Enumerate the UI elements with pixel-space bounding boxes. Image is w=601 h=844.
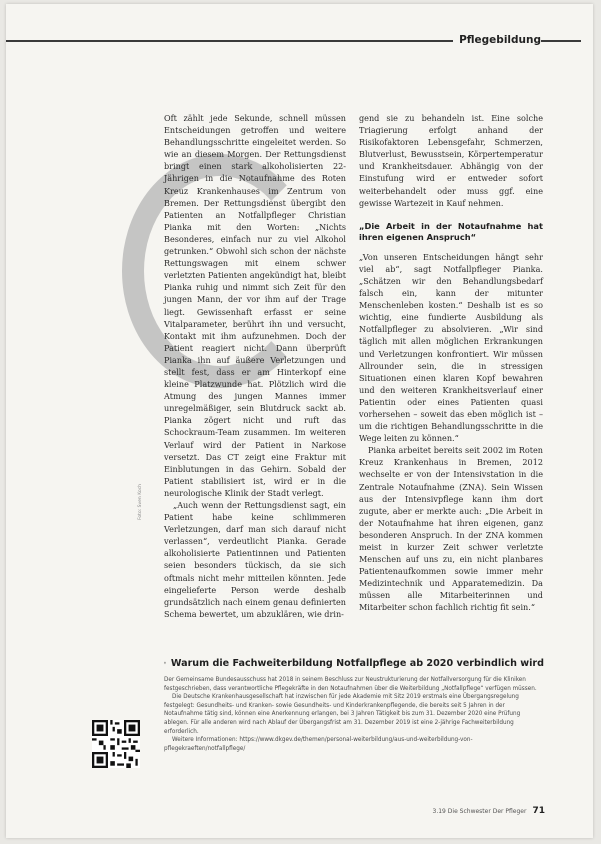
info-paragraph: Die Deutsche Krankenhausgesellschaft hat inzwischen für jede Akademie mit Sitz 2019 erstmals eine Übergangsregelung festgelegt: Gesundheits- und Kranken- sowie Gesundheits- und Kinderkrankenpflegende, die bereits seit 5 Jahren in der Notaufnahme tätig sind, können eine Anerkennung erlangen, bei 3 Jahren Tätigkeit bis zum 31. Dezember 2020 eine Prüfung ablegen. Für alle anderen wird nach Ablauf der Übergangsfrist am 31. Dezember 2019 ist eine 2-jährige Fachweiterbildung erforderlich.	[164, 694, 521, 735]
info-box-title-text: Warum die Fachweiterbildung Notfallpflege ab 2020 verbindlich wird	[170, 657, 544, 669]
article-paragraph: Pianka arbeitet bereits seit 2002 im Roten Kreuz Krankenhaus in Bremen, 2012 wechselte er von der Intensivstation in die Zentrale Notaufnahme (ZNA). Sein Wissen aus der Intensivpflege kann ihm dort zugute, aber er merkte auch: „Die Arbeit in der Notaufnahme hat ihren eigenen, ganz besonderen Anspruch. In der ZNA kommen meist in kurzer Zeit schwer verletzte Menschen auf uns zu, ein nicht planbares Patientenaufkommen sowie immer mehr Medizintechnik und Apparatemedizin. Da müssen alle Mitarbeiterinnen und Mitarbeiter schon fachlich richtig fit sein.“	[359, 445, 543, 613]
page-footer	[433, 806, 545, 816]
article-paragraph: „Auch wenn der Rettungsdienst sagt, ein Patient habe keine schlimmeren Verletzungen, darf man sich darauf nicht verlassen“, verdeutlicht Pianka. Gerade alkoholisierte Patientinnen und Patienten seien besonders tückisch, da sie sich oftmals nicht mehr mitteilen könnten. Jede eingelieferte Person werde deshalb grundsätzlich nach einem genau definierten Schema bewertet, um abzuklären, wie drin-	[164, 500, 346, 619]
article-paragraph: „Von unseren Entscheidungen hängt sehr viel ab“, sagt Notfallpfleger Pianka. „Schätzen wir den Behandlungsbedarf falsch ein, kann der mitunter Menschenleben kosten.“ Deshalb ist es so wichtig, eine fundierte Ausbildung als Notfallpfleger zu absolvieren. „Wir sind täglich mit allen möglichen Erkrankungen und Verletzungen konfrontiert. Wir müssen Allrounder sein, die in stressigen Situationen einen klaren Kopf bewahren und den weiteren Krankheitsverlauf einer Patientin oder eines Patienten quasi vorhersehen – soweit das eben möglich ist – um die richtigen Behandlungsschritte in die Wege leiten zu können.“	[359, 251, 543, 444]
article-paragraph: gend sie zu behandeln ist. Eine solche Triagierung erfolgt anhand der Risikofaktoren Lebensgefahr, Schmerzen, Blutverlust, Bewusstsein, Körpertemperatur und Krankheitsdauer. Abhängig von der Einstufung wird er entweder sofort weiterbehandelt oder muss ggf. eine gewisse Wartezeit in Kauf nehmen.	[359, 113, 543, 208]
info-box-title	[164, 656, 544, 670]
page-number: 71	[532, 806, 545, 816]
location-pin-icon	[164, 657, 166, 669]
info-link[interactable]: Weitere Informationen: https://www.dkgev.de/themen/personal-weiterbildung/aus-und-weiterbildung-von-pflegekraeften/notfallpflege/	[164, 737, 473, 752]
info-box	[164, 656, 544, 784]
article-column-left	[164, 112, 346, 619]
article-subheading: „Die Arbeit in der Notaufnahme hat ihren eigenen Anspruch“	[359, 220, 543, 242]
photo-credit: Foto: Sven Koch	[138, 483, 143, 520]
section-title: Pflegebildung	[453, 34, 541, 46]
qr-code[interactable]	[92, 720, 140, 768]
info-paragraph: Der Gemeinsame Bundesausschuss hat 2018 in seinem Beschluss zur Neustrukturierung der Notfallversorgung für die Kliniken festgeschrieben, dass verantwortliche Pflegekräfte in den Notaufnahmen über die Weiterbildung „Notfallpflege“ verfügen müssen.	[164, 677, 537, 692]
article-column-right	[359, 112, 543, 613]
article-paragraph: Oft zählt jede Sekunde, schnell müssen Entscheidungen getroffen und weitere Behandlungsschritte eingeleitet werden. So wie an diesem Morgen. Der Rettungsdienst bringt einen stark alkoholisierten 22-Jährigen in die Notaufnahme des Roten Kreuz Krankenhauses im Zentrum von Bremen. Der Rettungsdienst übergibt den Patienten an Notfallpfleger Christian Pianka mit den Worten: „Nichts Besonderes, einfach nur zu viel Alkohol getrunken.“ Obwohl sich schon der nächste Rettungswagen mit einem schwer verletzten Patienten angekündigt hat, bleibt Pianka ruhig und nimmt sich Zeit für den jungen Mann, der vor ihm auf der Trage liegt. Gewissenhaft erfasst er seine Vitalparameter, berührt ihn und versucht, Kontakt mit ihm aufzunehmen. Doch der Patient reagiert nicht. Dann überprüft Pianka ihn auf äußere Verletzungen und stellt fest, dass er am Hinterkopf eine kleine Platzwunde hat. Plötzlich wird die Atmung des jungen Mannes immer unregelmäßiger, sein Blutdruck sackt ab. Pianka zögert nicht und ruft das Schockraum-Team zusammen. Im weiteren Verlauf wird der Patient in Narkose versetzt. Das CT zeigt eine Fraktur mit Einblutungen in das Gehirn. Sobald der Patient stabilisiert ist, wird er in die neurologische Klinik der Stadt verlegt.	[164, 113, 346, 498]
info-box-text	[164, 676, 544, 753]
issue-info: 3.19 Die Schwester Der Pfleger	[432, 808, 527, 815]
